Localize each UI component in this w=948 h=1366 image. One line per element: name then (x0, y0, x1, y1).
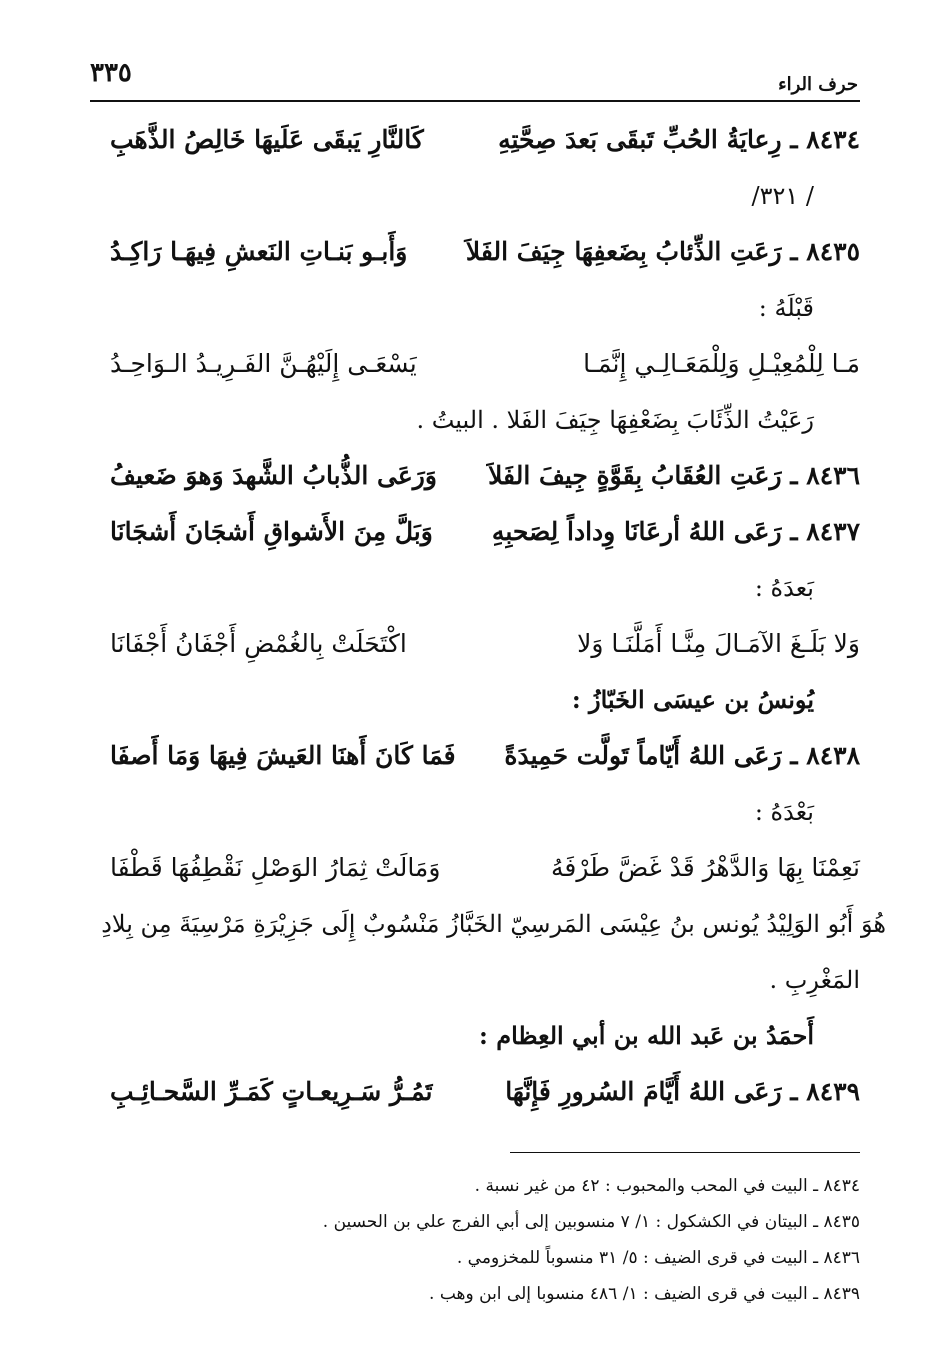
commentary-line: المَغْرِبِ . (769, 966, 860, 994)
verse-line (110, 336, 860, 392)
verse-second-hemistich: اكْتَحَلَتْ بِالغُمْضِ أَجْفَانُ أَجْفَانَا (110, 629, 407, 658)
poet-name-line: يُونسُ بن عيسَى الخَبّازُ : (571, 685, 814, 714)
annotation-line: / ٣٢١/ (751, 182, 814, 210)
verse-first-hemistich: ٨٤٣٨ ـ رَعَى اللهُ أَيّاماً تَولَّت حَمِيدَةً (504, 741, 860, 770)
verse-second-hemistich: تَمُـرُّ سَـرِيعـاتٍ كَمَـرِّ السَّحـائِـبِ (110, 1077, 433, 1106)
verse-line (110, 728, 860, 784)
verse-line (110, 1064, 860, 1120)
footnote: ٨٤٣٩ ـ البيت في قرى الضيف : ١/ ٤٨٦ منسوبا إلى ابن وهب . (429, 1284, 860, 1304)
verse-line (110, 112, 860, 168)
footnote-rule (510, 1152, 860, 1153)
footnotes (200, 1168, 860, 1312)
verse-first-hemistich: ٨٤٣٩ ـ رَعَى اللهُ أَيَّامَ السُرورِ فَإِنَّهَا (505, 1077, 860, 1106)
footnote: ٨٤٣٥ ـ البيتان في الكشكول : ١/ ٧ منسوبين إلى أبي الفرج علي بن الحسين . (322, 1212, 860, 1232)
verse-line (110, 616, 860, 672)
annotation-line: بَعدَهُ : (754, 574, 814, 602)
verse-first-hemistich: مَـا لِلْمُعِيْـلِ وَلِلْمَعَـالِـي إِنَّمَـا (583, 349, 860, 378)
verse-line (110, 504, 860, 560)
verse-second-hemistich: فَمَا كَانَ أَهنَا العَيشَ فِيهَا وَمَا أَصفَا (110, 741, 456, 770)
commentary-line: هُوَ أَبُو الوَلِيْدُ يُونس بنُ عِيْسَى المَرسِيّ الخَبَّازُ مَنْسُوبٌ إِلَى جَزِيْرَةِ مَرْسِيَةَ مِن بِلادِ (101, 910, 886, 938)
footnote: ٨٤٣٤ ـ البيت في المحب والمحبوب : ٤٢ من غير نسبة . (474, 1176, 860, 1196)
verse-second-hemistich: يَسْعَـى إِلَيْهُـنَّ الفَـرِيـدُ الـوَاحِـدُ (110, 349, 417, 378)
verse-first-hemistich: ٨٤٣٧ ـ رَعَى اللهُ أرعَانَا وِداداً لِصَحبِهِ (491, 517, 860, 546)
verse-second-hemistich: وَأَبـو بَنـاتِ النَعشِ فِيهَـا رَاكِـدُ (110, 237, 408, 266)
verse-first-hemistich: نَعِمْنَا بِهَا وَالدَّهْرُ قَدْ غَضَّ طَرْفَهُ (550, 853, 860, 882)
verse-second-hemistich: وَمَالَتْ ثِمَارُ الوَصْلِ نَقْطِفُهَا قَطْفَا (110, 853, 441, 882)
header-rule (90, 100, 860, 102)
page-number: ٣٣٥ (90, 58, 132, 88)
page-header (90, 52, 858, 100)
verse-first-hemistich: ٨٤٣٥ ـ رَعَتِ الذِّئابُ بِضَعفِهَا جِيَفَ الفَلاَ (465, 237, 860, 266)
poet-name-line: أَحمَدُ بن عَبد الله بن أبي العِظام : (479, 1021, 814, 1050)
verse-line (110, 448, 860, 504)
verse-line (110, 224, 860, 280)
annotation-line: بَعْدَهُ : (754, 798, 814, 826)
verse-first-hemistich: ٨٤٣٦ ـ رَعَتِ العُقَابُ بِقَوَّةٍ جِيفَ الفَلاَ (488, 461, 860, 490)
verse-first-hemistich: ٨٤٣٤ ـ رِعايَةُ الحُبِّ تَبقَى بَعدَ صِحَّتِهِ (498, 125, 860, 154)
annotation-line: رَعَيْتُ الذِّئَابَ بِضَعْفِهَا جِيَفَ الفَلا . البيتُ . (416, 406, 814, 434)
footnote: ٨٤٣٦ ـ البيت في قرى الضيف : ٥/ ٣١ منسوباً للمخزومي . (456, 1248, 860, 1268)
verse-line (110, 840, 860, 896)
annotation-line: قَبْلَهُ : (758, 294, 814, 322)
verse-first-hemistich: وَلا بَلَـغَ الآمَـالَ مِنَّـا أَمَلَّنَـا وَلا (577, 629, 860, 658)
running-title: حرف الراء (778, 74, 858, 95)
page-body (101, 112, 886, 1120)
verse-second-hemistich: وَرَعَى الذُّبابُ الشَّهدَ وَهوَ ضَعيفُ (110, 461, 437, 490)
verse-second-hemistich: كَالنَّارِ يَبقَى عَلَيهَا خَالِصُ الذَّهَبِ (110, 125, 424, 154)
verse-second-hemistich: وَبَلَّ مِنَ الأَشواقِ أَشجَانَ أَشجَانَا (110, 517, 433, 546)
